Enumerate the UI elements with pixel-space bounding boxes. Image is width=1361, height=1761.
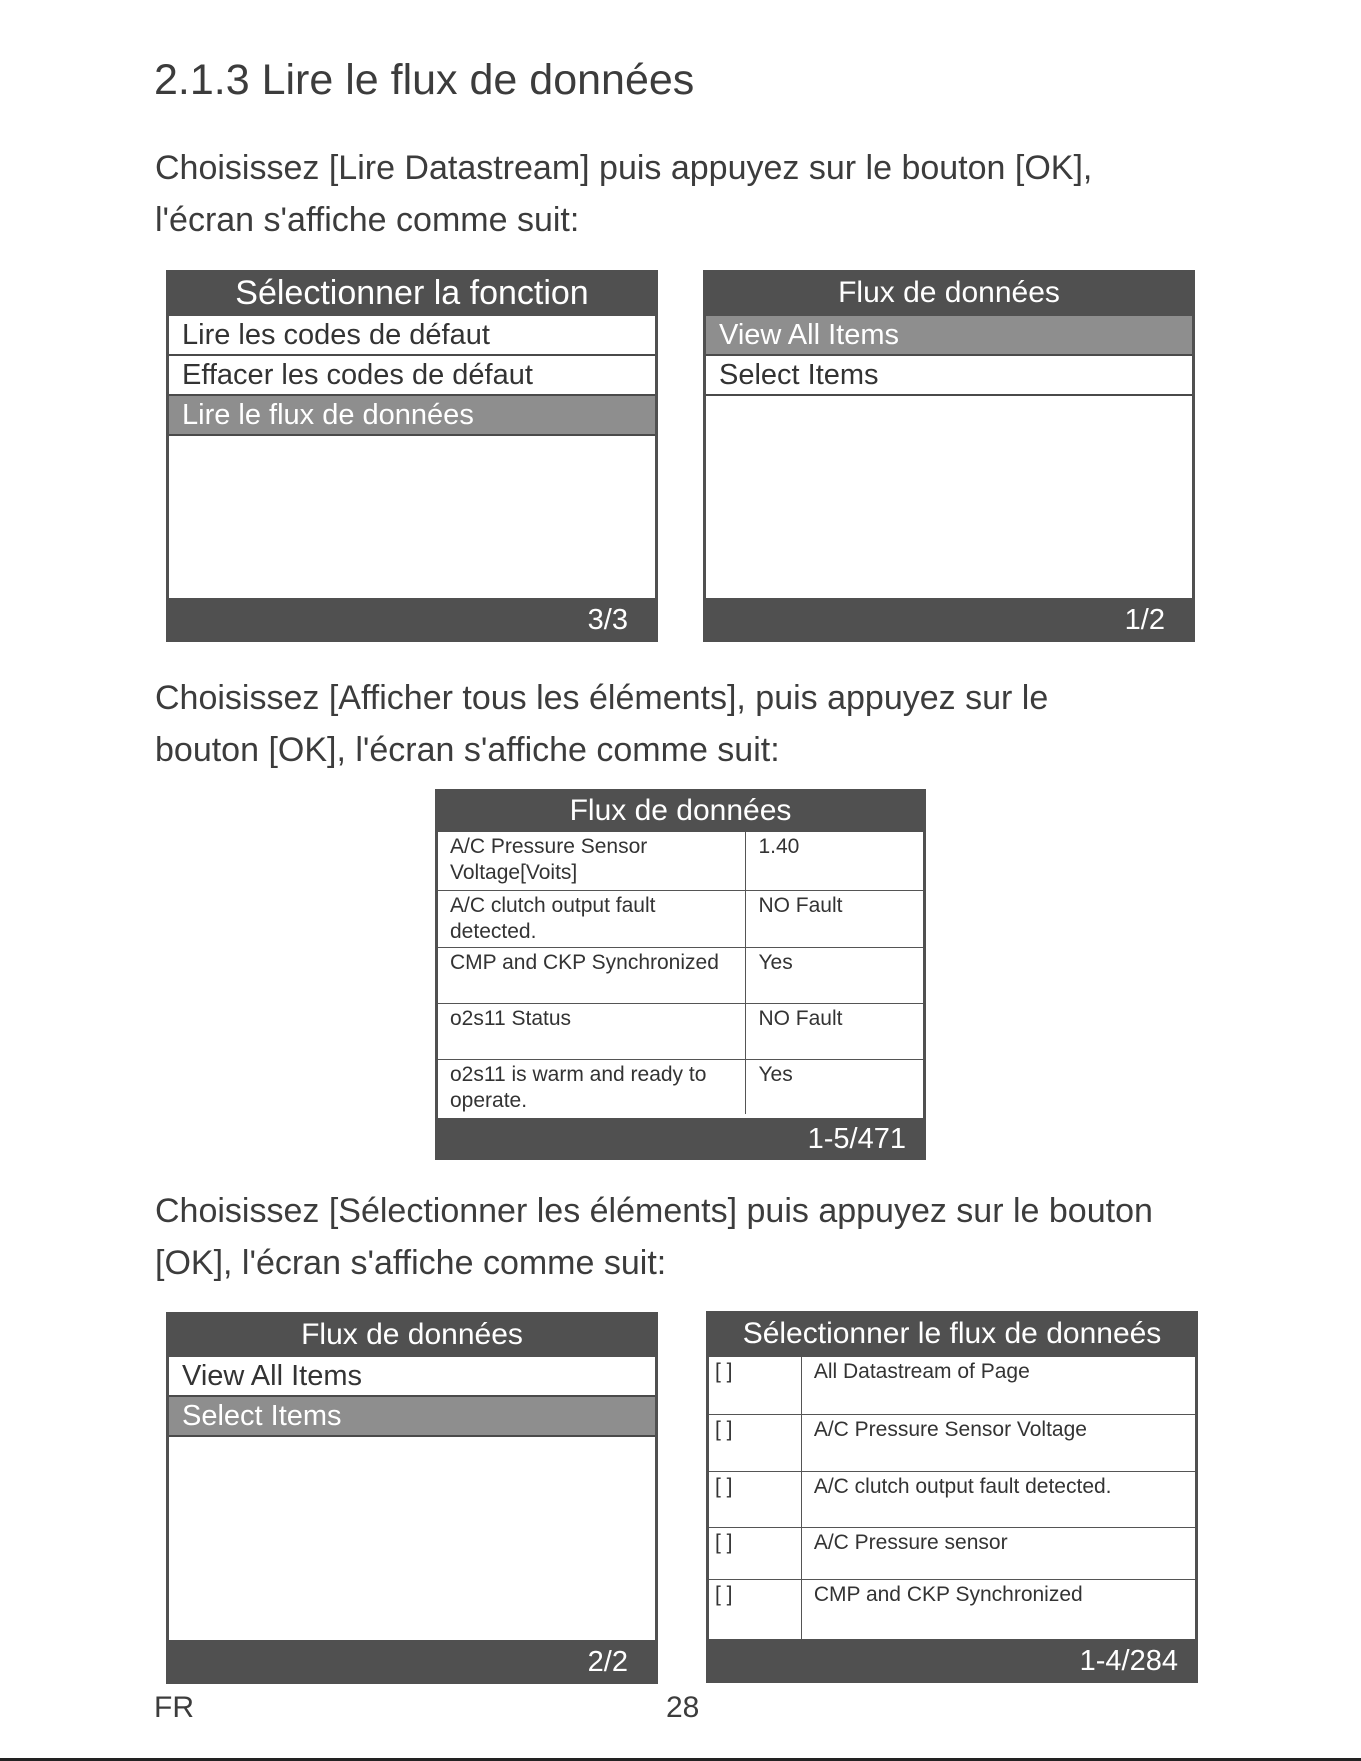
screen-title: Flux de données [569, 794, 792, 827]
select-datastream-table [709, 1357, 1195, 1639]
table-row[interactable] [438, 947, 923, 1003]
item-label: A/C Pressure sensor [801, 1527, 1195, 1579]
screen-datastream-options-2 [166, 1312, 658, 1684]
screen-datastream-values [435, 789, 926, 1160]
page-indicator: 1-5/471 [807, 1123, 906, 1155]
page-indicator: 1-4/284 [1079, 1645, 1178, 1677]
page-indicator: 2/2 [587, 1646, 628, 1678]
item-label: A/C clutch output fault detected. [801, 1471, 1195, 1527]
page-indicator: 3/3 [587, 604, 628, 636]
parameter-value: Yes [746, 1059, 923, 1114]
paragraph-3-line-2: [OK], l'écran s'affiche comme suit: [155, 1244, 667, 1282]
parameter-value: NO Fault [746, 1003, 923, 1059]
screen-datastream-options [703, 270, 1195, 642]
language-label: FR [154, 1691, 194, 1724]
table-row[interactable] [438, 832, 923, 890]
menu-item-view-all[interactable]: View All Items [706, 316, 1192, 356]
parameter-name: o2s11 is warm and ready to operate. [438, 1059, 746, 1114]
menu-item-select-items[interactable]: Select Items [169, 1397, 655, 1437]
paragraph-1-line-2: l'écran s'affiche comme suit: [155, 201, 580, 239]
section-heading: 2.1.3 Lire le flux de données [154, 56, 695, 104]
item-label: CMP and CKP Synchronized [801, 1579, 1195, 1639]
table-row[interactable] [709, 1471, 1195, 1527]
table-row[interactable] [709, 1579, 1195, 1639]
page-number: 28 [666, 1691, 700, 1724]
screen-menu [169, 1357, 655, 1640]
table-row[interactable] [709, 1357, 1195, 1414]
menu-item-select-items[interactable]: Select Items [706, 356, 1192, 396]
paragraph-1 [155, 142, 1092, 246]
parameter-name: CMP and CKP Synchronized [438, 947, 746, 1003]
paragraph-2-line-1: Choisissez [Afficher tous les éléments], puis appuyez sur le [155, 679, 1049, 717]
item-label: A/C Pressure Sensor Voltage [801, 1414, 1195, 1471]
checkbox[interactable]: [ ] [709, 1579, 801, 1639]
parameter-name: A/C Pressure Sensor Voltage[Voits] [438, 832, 746, 890]
page-indicator: 1/2 [1124, 604, 1165, 636]
parameter-value: 1.40 [746, 832, 923, 890]
checkbox[interactable]: [ ] [709, 1527, 801, 1579]
paragraph-3 [155, 1185, 1153, 1289]
table-row[interactable] [438, 890, 923, 947]
table-row[interactable] [709, 1527, 1195, 1579]
screen-title: Sélectionner le flux de donneés [742, 1317, 1162, 1350]
parameter-value: NO Fault [746, 890, 923, 947]
table-row[interactable] [438, 1059, 923, 1114]
menu-item-read-datastream[interactable]: Lire le flux de données [169, 396, 655, 436]
screen-select-function [166, 270, 658, 642]
paragraph-1-line-1: Choisissez [Lire Datastream] puis appuyez sur le bouton [OK], [155, 149, 1093, 187]
screen-menu [706, 316, 1192, 598]
parameter-name: o2s11 Status [438, 1003, 746, 1059]
checkbox[interactable]: [ ] [709, 1471, 801, 1527]
table-row[interactable] [709, 1414, 1195, 1471]
screen-select-datastream [706, 1311, 1198, 1683]
paragraph-3-line-1: Choisissez [Sélectionner les éléments] puis appuyez sur le bouton [155, 1192, 1153, 1230]
paragraph-2-line-2: bouton [OK], l'écran s'affiche comme suit: [155, 731, 780, 769]
screen-title: Sélectionner la fonction [235, 274, 589, 312]
screen-title: Flux de données [838, 276, 1060, 309]
datastream-table [438, 832, 923, 1118]
screen-menu [169, 316, 655, 598]
menu-item-view-all[interactable]: View All Items [169, 1357, 655, 1397]
checkbox[interactable]: [ ] [709, 1357, 801, 1414]
screen-title: Flux de données [301, 1318, 523, 1351]
checkbox[interactable]: [ ] [709, 1414, 801, 1471]
paragraph-2 [155, 672, 1048, 776]
menu-item-erase-codes[interactable]: Effacer les codes de défaut [169, 356, 655, 396]
parameter-value: Yes [746, 947, 923, 1003]
table-row[interactable] [438, 1003, 923, 1059]
menu-item-read-codes[interactable]: Lire les codes de défaut [169, 316, 655, 356]
item-label: All Datastream of Page [801, 1357, 1195, 1414]
parameter-name: A/C clutch output fault detected. [438, 890, 746, 947]
